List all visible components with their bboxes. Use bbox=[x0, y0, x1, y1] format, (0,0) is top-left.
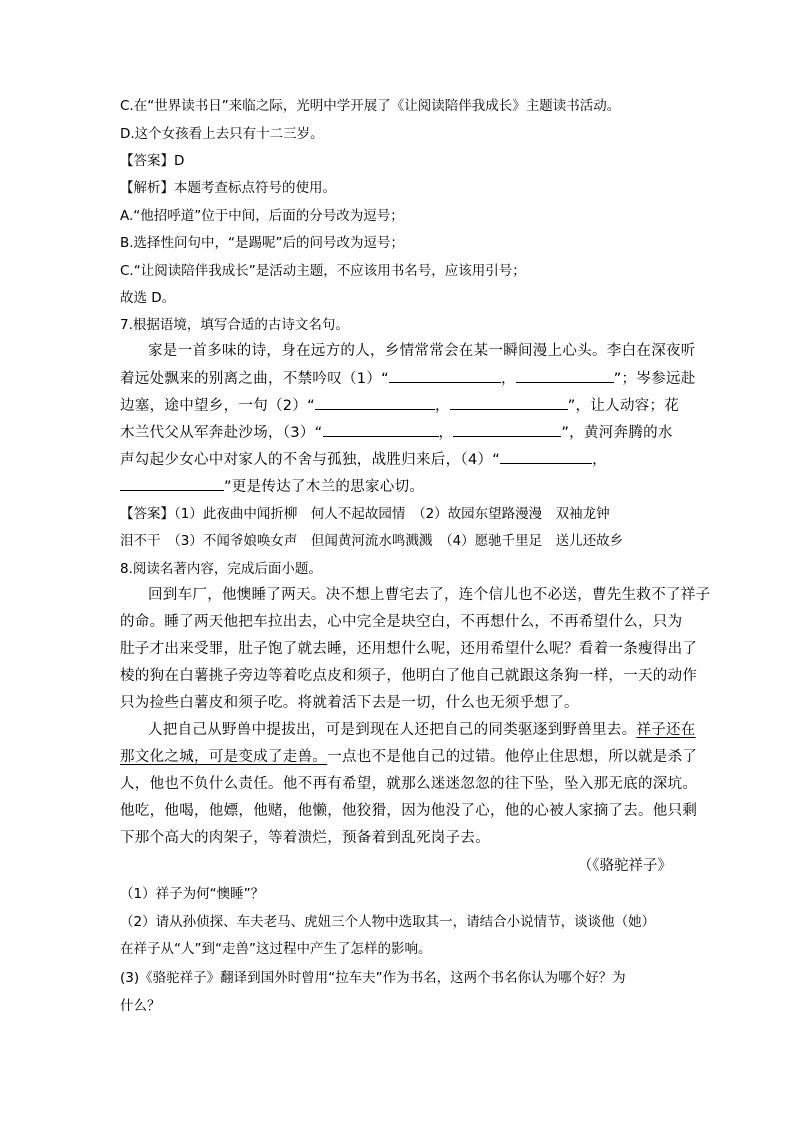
q7-para-line-4 bbox=[120, 422, 680, 443]
fill-blank-4a[interactable] bbox=[500, 449, 592, 464]
q7-para-line-2 bbox=[120, 368, 696, 389]
q7-title: 7.根据语境，填写合适的古诗文名句。 bbox=[120, 317, 349, 333]
q8-p2-line-4: 他吃，他喝，他嫖，他赌，他懒，他狡猾，因为他没了心，他的心被人家摘了去。他只剩 bbox=[120, 803, 698, 819]
q7-line2-tail: ”；岑参远赴 bbox=[613, 371, 696, 387]
fill-blank-1b[interactable] bbox=[516, 368, 614, 383]
q8-p1-line-5: 只为捡些白薯皮和须子吃。将就着活下去是一切，什么也无须乎想了。 bbox=[120, 695, 579, 711]
q8-sub-question-3-line-2: 什么？ bbox=[120, 998, 161, 1014]
fill-blank-3a[interactable] bbox=[323, 422, 439, 437]
q6-analysis-c: C.“让阅读陪伴我成长”是活动主题，不应该用书名号，应该用引号； bbox=[120, 263, 526, 279]
fill-blank-2a[interactable] bbox=[315, 395, 435, 410]
q8-p1-line-1: 回到车厂，他懊睡了两天。决不想上曹宅去了，连个信儿也不必送，曹先生救不了祥子 bbox=[148, 587, 711, 603]
underlined-sentence-part-1: 祥子还在 bbox=[636, 722, 696, 738]
q8-p1-line-4: 棱的狗在白薯挑子旁边等着吃点皮和须子，他明白了他自己就跟这条狗一样，一天的动作 bbox=[120, 668, 698, 684]
q7-line4-text: 木兰代父从军奔赴沙场，（3）“ bbox=[120, 425, 323, 441]
fill-blank-3b[interactable] bbox=[453, 422, 561, 437]
underlined-sentence-part-2: 那文化之城，可是变成了走兽。 bbox=[120, 749, 328, 765]
q7-line2-comma: ， bbox=[500, 371, 516, 387]
q6-option-c: C.在“世界读书日”来临之际，光明中学开展了《让阅读陪伴我成长》主题读书活动。 bbox=[120, 98, 621, 114]
q7-line5-comma: ， bbox=[592, 452, 607, 468]
q8-p2-line-2 bbox=[120, 747, 698, 767]
q7-para-line-1: 家是一首多味的诗，身在远方的人，乡情常常会在某一瞬间漫上心头。李白在深夜听 bbox=[148, 343, 696, 359]
q7-line4-comma: ， bbox=[438, 425, 454, 441]
q6-answer: 【答案】D bbox=[120, 153, 185, 169]
q8-p2-line-3: 人，他也不负什么责任。他不再有希望，就那么迷迷忽忽的往下坠，坠入那无底的深坑。 bbox=[120, 776, 698, 792]
q8-sub-question-2-line-2: 在祥子从“人”到“走兽”这过程中产生了怎样的影响。 bbox=[120, 941, 432, 957]
q8-sub-question-1: （1）祥子为何“懊睡”？ bbox=[120, 886, 265, 902]
q7-line6-tail: ”更是传达了木兰的思家心切。 bbox=[224, 479, 425, 495]
q8-title: 8.阅读名著内容，完成后面小题。 bbox=[120, 561, 322, 577]
q6-analysis-a: A.“他招呼道”位于中间，后面的分号改为逗号； bbox=[120, 208, 404, 224]
q8-p1-line-2: 的命。睡了两天他把车拉出去，心中完全是块空白，不再想什么，不再希望什么，只为 bbox=[120, 614, 683, 630]
q8-p2-line2-text: 一点也不是他自己的过错。他停止住思想，所以就是杀了 bbox=[327, 749, 698, 765]
fill-blank-2b[interactable] bbox=[450, 395, 568, 410]
q6-option-d: D.这个女孩看上去只有十二三岁。 bbox=[120, 126, 324, 142]
q8-sub-question-2-line-1: （2）请从孙侦探、车夫老马、虎妞三个人物中选取其一，请结合小说情节，谈谈他（她） bbox=[120, 914, 656, 930]
q7-answer-line-1: 【答案】（1）此夜曲中闻折柳 何人不起故园情 （2）故园东望路漫漫 双袖龙钟 bbox=[120, 506, 610, 522]
fill-blank-1a[interactable] bbox=[389, 368, 501, 383]
q7-para-line-3 bbox=[120, 395, 680, 416]
q6-conclusion: 故选 D。 bbox=[120, 290, 176, 306]
q8-p1-line-3: 肚子才出来受罪，肚子饱了就去睡，还用想什么呢，还用希望什么呢？看着一条瘦得出了 bbox=[120, 641, 698, 657]
q8-sub-question-3-line-1: (3)《骆驼祥子》翻译到国外时曾用“拉车夫”作为书名，这两个书名你认为哪个好？为 bbox=[120, 970, 626, 986]
q8-p2-line-5: 下那个高大的肉架子，等着溃烂，预备着到乱死岗子去。 bbox=[120, 830, 490, 846]
q7-line5-text: 声勾起少女心中对家人的不舍与孤独，战胜归来后，（4）“ bbox=[120, 452, 501, 468]
q7-line4-tail: ”，黄河奔腾的水 bbox=[561, 425, 673, 441]
q8-p2-line1-text: 人把自己从野兽中提拔出，可是到现在人还把自己的同类驱逐到野兽里去。 bbox=[148, 722, 637, 738]
q7-line2-text: 着远处飘来的别离之曲，不禁吟叹（1）“ bbox=[120, 371, 389, 387]
q8-p2-line-1 bbox=[148, 720, 708, 740]
q7-answer-line-2: 泪不干 （3）不闻爷娘唤女声 但闻黄河流水鸣溅溅 （4）愿驰千里足 送儿还故乡 bbox=[120, 533, 624, 549]
q6-analysis: 【解析】本题考查标点符号的使用。 bbox=[120, 180, 336, 196]
fill-blank-4b[interactable] bbox=[120, 476, 224, 491]
q7-line3-text: 边塞，途中望乡，一句（2）“ bbox=[120, 398, 315, 414]
q7-para-line-6 bbox=[120, 476, 680, 497]
q7-para-line-5 bbox=[120, 449, 680, 470]
q7-line3-tail: ”，让人动容；花 bbox=[567, 398, 680, 414]
q6-analysis-b: B.选择性问句中，“是踢呢”后的问号改为逗号； bbox=[120, 235, 405, 251]
q7-line3-comma: ， bbox=[434, 398, 450, 414]
q8-source-citation: （《骆驼祥子》 bbox=[577, 858, 672, 874]
